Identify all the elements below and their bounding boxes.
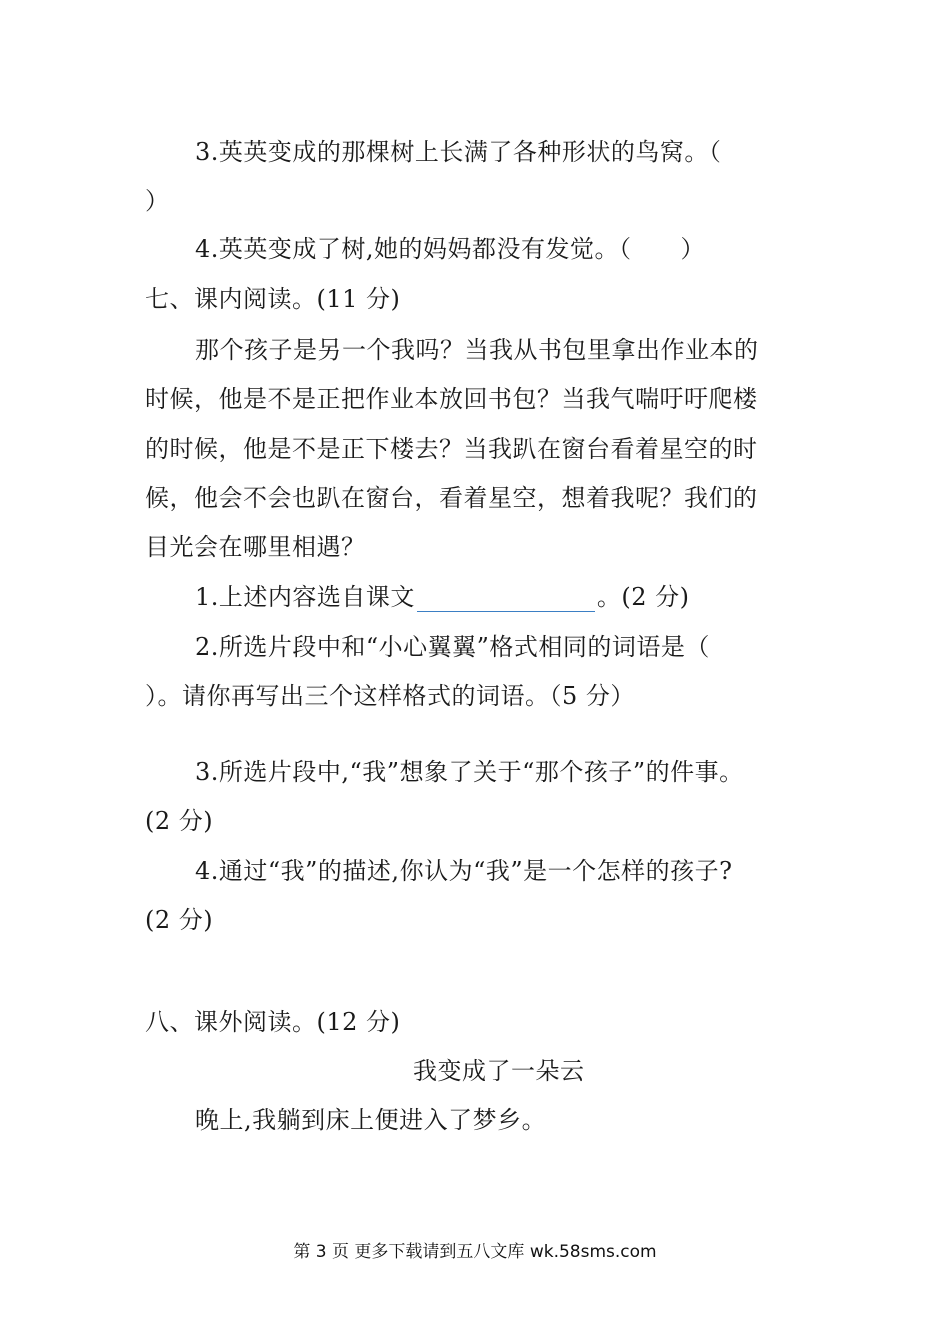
answer-blank[interactable] [417,585,595,612]
question-7-1 [195,582,690,612]
passage-line: 目光会在哪里相遇？ [145,533,366,561]
question-7-3-line-2: (2 分) [145,807,214,835]
question-7-4-line-2: (2 分) [145,906,214,934]
story-first-line: 晚上,我躺到床上便进入了梦乡。 [195,1106,547,1134]
passage-line: 的时候，他是不是正下楼去？当我趴在窗台看着星空的时 [145,435,758,463]
passage-line: 那个孩子是另一个我吗？当我从书包里拿出作业本的 [195,336,759,364]
section-8-heading: 八、课外阅读。(12 分) [145,1008,401,1036]
question-7-1-score: 。(2 分) [596,583,690,611]
passage-line: 时候，他是不是正把作业本放回书包？当我气喘吁吁爬楼 [145,385,758,413]
page-footer: 第 3 页 更多下载请到五八文库 wk.58sms.com [293,1242,657,1262]
question-7-1-prompt: 1.上述内容选自课文 [195,583,415,611]
question-6-4: 4.英英变成了树,她的妈妈都没有发觉。（ ） [195,235,706,263]
section-7-heading: 七、课内阅读。(11 分) [145,285,401,313]
story-title: 我变成了一朵云 [413,1057,585,1085]
passage-line: 候，他会不会也趴在窗台，看着星空，想着我呢？我们的 [145,484,758,512]
question-7-2-line-1: 2.所选片段中和“小心翼翼”格式相同的词语是（ [195,633,710,661]
question-7-3-line-1: 3.所选片段中,“我”想象了关于“那个孩子”的件事。 [195,758,744,786]
question-6-3-line-1: 3.英英变成的那棵树上长满了各种形状的鸟窝。（ [195,138,722,166]
question-7-2-line-2: ）。请你再写出三个这样格式的词语。（5 分） [145,682,635,710]
question-7-4-line-1: 4.通过“我”的描述,你认为“我”是一个怎样的孩子? [195,857,733,885]
question-6-3-line-2: ） [145,187,170,215]
